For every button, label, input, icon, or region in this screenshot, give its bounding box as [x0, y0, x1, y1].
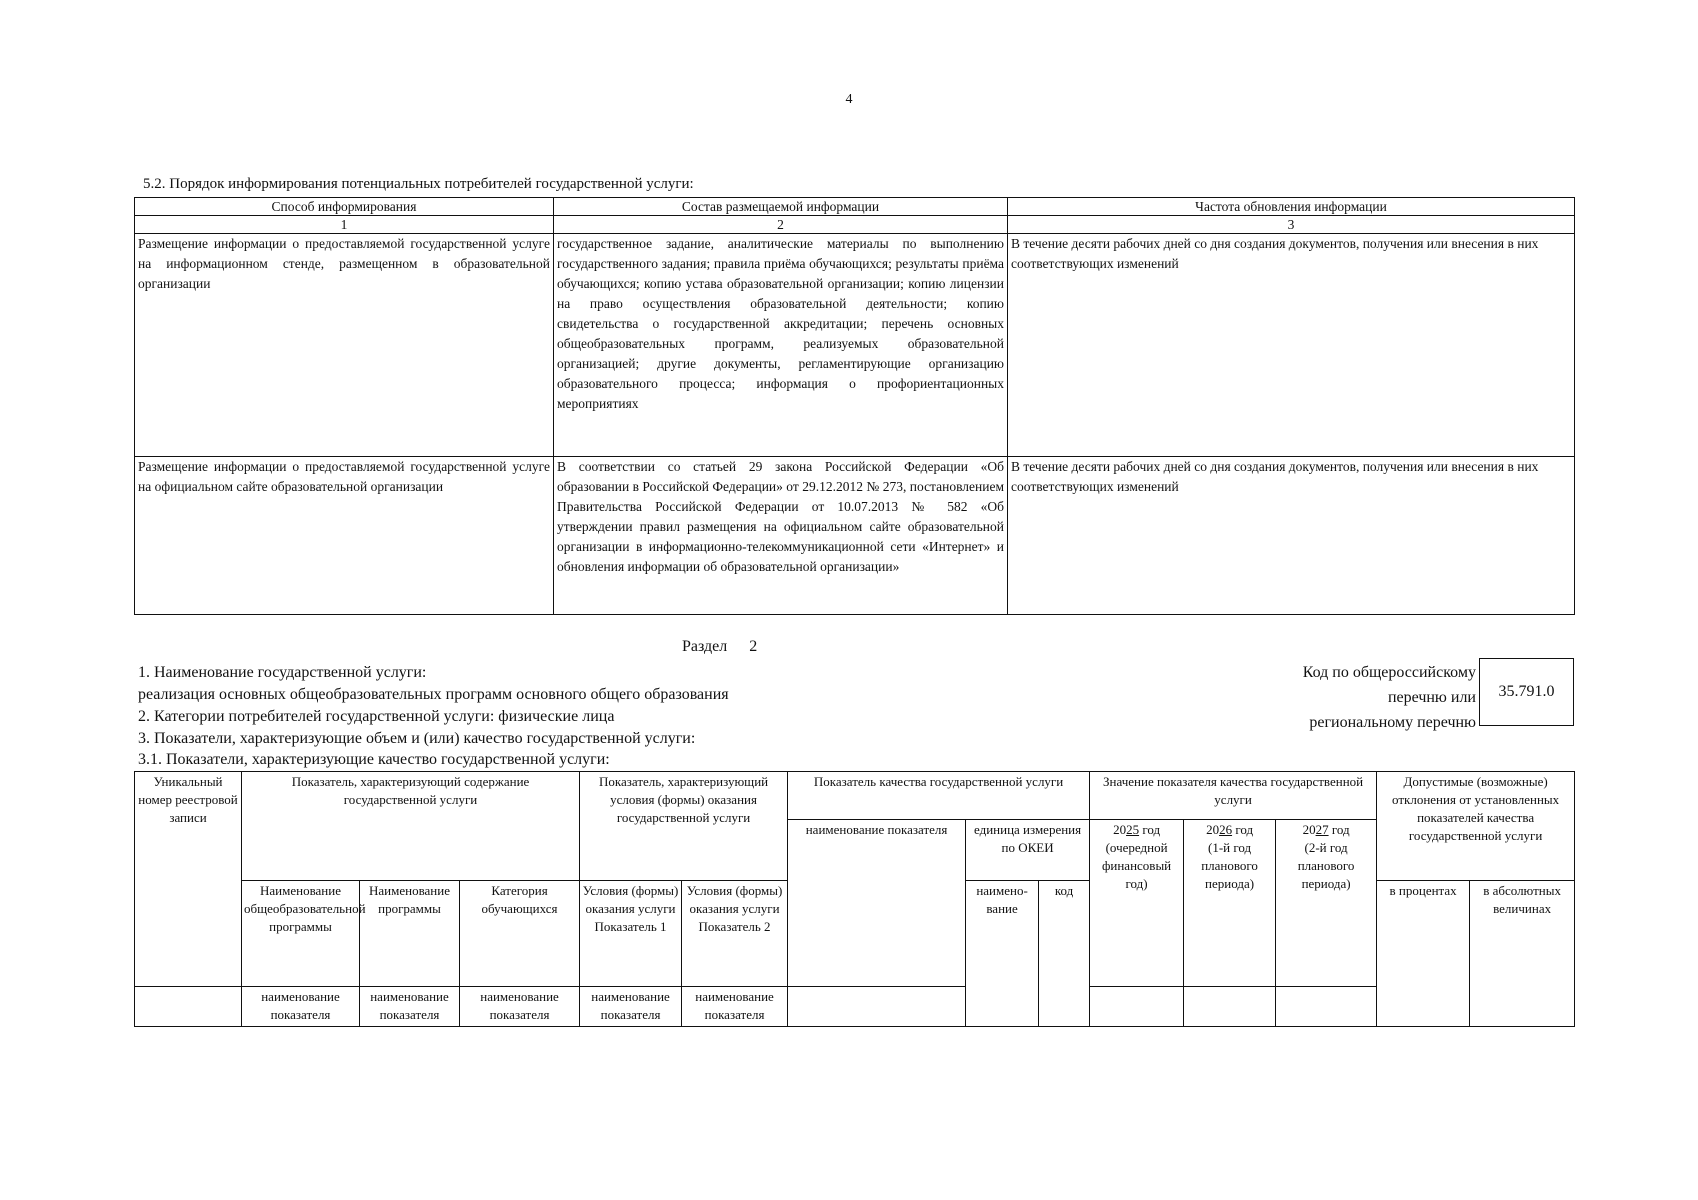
header-deviations: Допустимые (возможные) отклонения от установленных показателей качества государственной услуги	[1377, 772, 1575, 881]
cell-empty	[1276, 987, 1377, 1027]
indicators-heading: 3. Показатели, характеризующие объем и (или) качество государственной услуги:	[138, 730, 696, 747]
col-program: Наименование программы	[360, 881, 460, 987]
sub-label: наименование показателя	[580, 987, 682, 1027]
year-value: 27	[1315, 822, 1329, 837]
year-suffix: год	[1331, 822, 1350, 837]
registry-code-label	[1303, 660, 1476, 735]
col-percent: в процентах	[1377, 881, 1470, 1027]
year-suffix: год	[1142, 822, 1161, 837]
quality-indicators-table	[134, 771, 1575, 1027]
section-label: Раздел	[682, 638, 728, 655]
table-header-row	[135, 198, 1575, 216]
service-name-value: реализация основных общеобразовательных программ основного общего образования	[138, 686, 729, 703]
quality-indicators-heading: 3.1. Показатели, характеризующие качество государственной услуги:	[138, 751, 610, 768]
year-suffix: год	[1235, 822, 1254, 837]
header-year-1	[1090, 820, 1184, 987]
registry-code-label-line: Код по общероссийскому	[1302, 664, 1476, 681]
year-prefix: 20	[1206, 822, 1220, 837]
sub-label: наименование показателя	[682, 987, 788, 1027]
year-prefix: 20	[1302, 822, 1316, 837]
col-absolute: в абсолютных величинах	[1470, 881, 1575, 1027]
page-number: 4	[845, 92, 853, 107]
row-content: В соответствии со статьей 29 закона Российской Федерации «Об образовании в Российской Федерации» от 29.12.2012 № 273, постановлением Правительства Российской Федерации от 10.07.2013 № 582 «Об утверждении правил размещения на официальном сайте образовательной организации в информационно-телекоммуникационной сети «Интернет» и обновления информации об образовательной организации»	[554, 457, 1008, 615]
header-method: Способ информирования	[135, 198, 554, 216]
year-value: 26	[1219, 822, 1233, 837]
header-unit: единица измерения по ОКЕИ	[966, 820, 1090, 881]
col-number: 2	[554, 216, 1008, 234]
col-program-name: Наименование общеобразовательной программы	[242, 881, 360, 987]
header-content-indicator: Показатель, характеризующий содержание государственной услуги	[242, 772, 580, 881]
sub-label: наименование показателя	[460, 987, 580, 1027]
table-row	[135, 987, 1575, 1027]
service-name-label: 1. Наименование государственной услуги:	[138, 664, 427, 681]
cell-empty	[135, 987, 242, 1027]
year-prefix: 20	[1113, 822, 1127, 837]
year-note: (1-й год планового периода)	[1201, 840, 1258, 891]
row-content: государственное задание, аналитические материалы по выполнению государственного задания; правила приёма обучающихся; результаты приёма обучающихся; копию устава образовательной организации; копию лицензии на право осуществления образовательной деятельности; копию свидетельства о государственной аккредитации; перечень основных общеобразовательных программ, реализуемых образовательной организацией; другие документы, регламентирующие организацию образовательного процесса; информация о профориентационных мероприятиях	[554, 234, 1008, 457]
info-section-title: 5.2. Порядок информирования потенциальных потребителей государственной услуги:	[143, 176, 694, 192]
table-header-row	[135, 772, 1575, 820]
row-frequency: В течение десяти рабочих дней со дня создания документов, получения или внесения в них соответствующих изменений	[1008, 234, 1575, 457]
column-number-row	[135, 216, 1575, 234]
registry-code-value: 35.791.0	[1479, 658, 1574, 726]
header-frequency: Частота обновления информации	[1008, 198, 1575, 216]
col-category: Категория обучающихся	[460, 881, 580, 987]
col-number: 1	[135, 216, 554, 234]
sub-label: наименование показателя	[242, 987, 360, 1027]
cell-empty	[1090, 987, 1184, 1027]
year-note: (очередной финансовый год)	[1101, 840, 1172, 891]
sub-label: наименование показателя	[360, 987, 460, 1027]
cell-empty	[788, 987, 966, 1027]
row-frequency: В течение десяти рабочих дней со дня создания документов, получения или внесения в них соответствующих изменений	[1008, 457, 1575, 615]
section-number: 2	[749, 638, 758, 655]
registry-code-label-line: региональному перечню	[1309, 714, 1476, 731]
cell-empty	[1184, 987, 1276, 1027]
row-method: Размещение информации о предоставляемой государственной услуге на официальном сайте образовательной организации	[135, 457, 554, 615]
header-indicator-name: наименование показателя	[788, 820, 966, 987]
col-condition-1: Условия (формы) оказания услуги Показатель 1	[580, 881, 682, 987]
header-content: Состав размещаемой информации	[554, 198, 1008, 216]
year-note: (2-й год планового периода)	[1297, 840, 1355, 891]
header-year-2	[1184, 820, 1276, 987]
header-indicator-values: Значение показателя качества государственной услуги	[1090, 772, 1377, 820]
consumer-categories: 2. Категории потребителей государственной услуги: физические лица	[138, 708, 615, 725]
table-row	[135, 457, 1575, 615]
col-unit-name: наимено-вание	[966, 881, 1039, 1027]
col-condition-2: Условия (формы) оказания услуги Показатель 2	[682, 881, 788, 987]
information-order-table	[134, 197, 1575, 615]
col-number: 3	[1008, 216, 1575, 234]
header-conditions-indicator: Показатель, характеризующий условия (формы) оказания государственной услуги	[580, 772, 788, 881]
registry-code-label-line: перечню или	[1387, 689, 1476, 706]
section-heading	[682, 638, 757, 656]
header-quality-indicator: Показатель качества государственной услуги	[788, 772, 1090, 820]
row-method: Размещение информации о предоставляемой государственной услуге на информационном стенде, размещенном в образовательной организации	[135, 234, 554, 457]
year-value: 25	[1126, 822, 1140, 837]
table-row	[135, 234, 1575, 457]
header-year-3	[1276, 820, 1377, 987]
col-unit-code: код	[1039, 881, 1090, 1027]
header-unique-number: Уникальный номер реестровой записи	[135, 772, 242, 987]
